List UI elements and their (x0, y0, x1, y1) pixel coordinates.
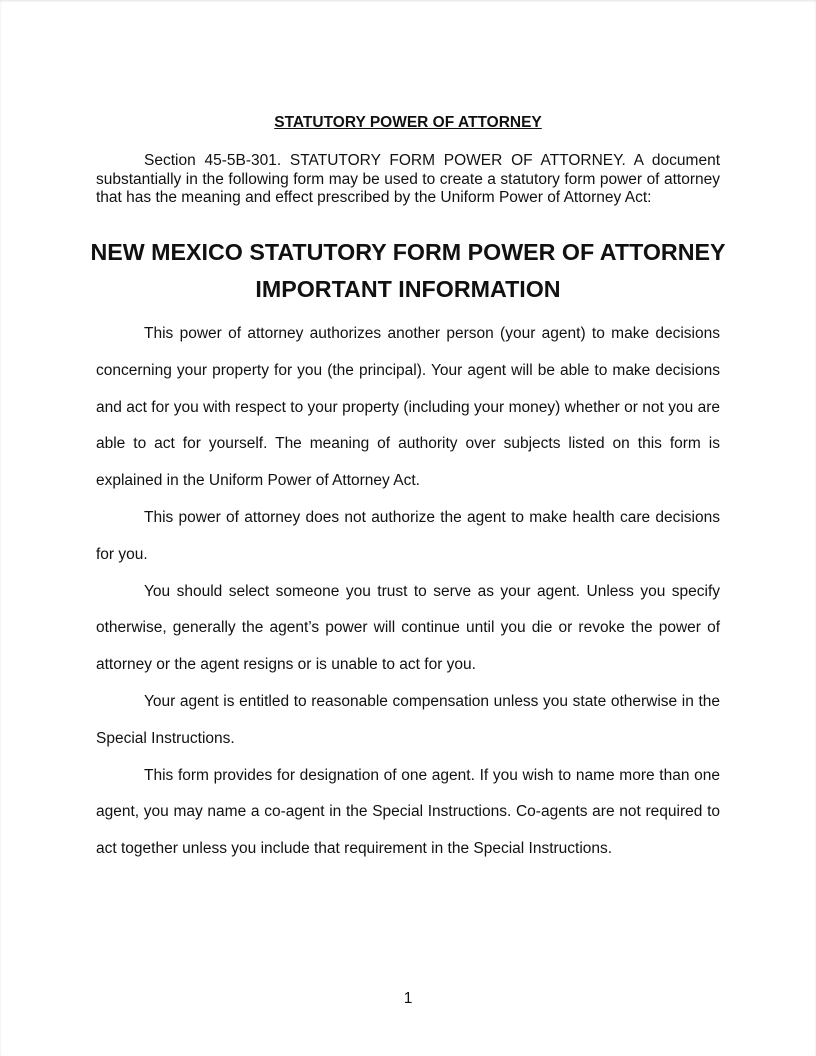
paragraph-compensation: Your agent is entitled to reasonable compensation unless you state otherwise in the Special Instructions. (96, 692, 720, 747)
paragraph-agent-authority: This power of attorney authorizes another person (your agent) to make decisions concerning your property for you (the principal). Your agent will be able to make decisions and act for you with respect to your property (including your money) whether or not you are able to act for yourself. The meaning of authority over subjects listed on this form is explained in the Uniform Power of Attorney Act. (96, 325, 720, 490)
important-information-body (96, 316, 720, 868)
paragraph-co-agents: This form provides for designation of one agent. If you wish to name more than one agent, you may name a co-agent in the Special Instructions. Co-agents are not required to act together unless you include that requirement in the Special Instructions. (96, 766, 720, 858)
statute-section-intro: Section 45-5B-301. STATUTORY FORM POWER OF ATTORNEY. A document substantially in the following form may be used to create a statutory form power of attorney that has the meaning and effect prescribed by the Uniform Power of Attorney Act: (96, 152, 720, 206)
page-number: 1 (403, 990, 413, 1007)
paragraph-select-agent: You should select someone you trust to serve as your agent. Unless you specify otherwise, generally the agent’s power will continue until you die or revoke the power of attorney or the agent resigns or is unable to act for you. (96, 582, 720, 674)
important-information-heading: IMPORTANT INFORMATION (255, 276, 561, 302)
form-heading: NEW MEXICO STATUTORY FORM POWER OF ATTORNEY (90, 239, 726, 265)
paragraph-health-care: This power of attorney does not authorize the agent to make health care decisions for you. (96, 508, 720, 563)
document-title: STATUTORY POWER OF ATTORNEY (274, 114, 542, 131)
